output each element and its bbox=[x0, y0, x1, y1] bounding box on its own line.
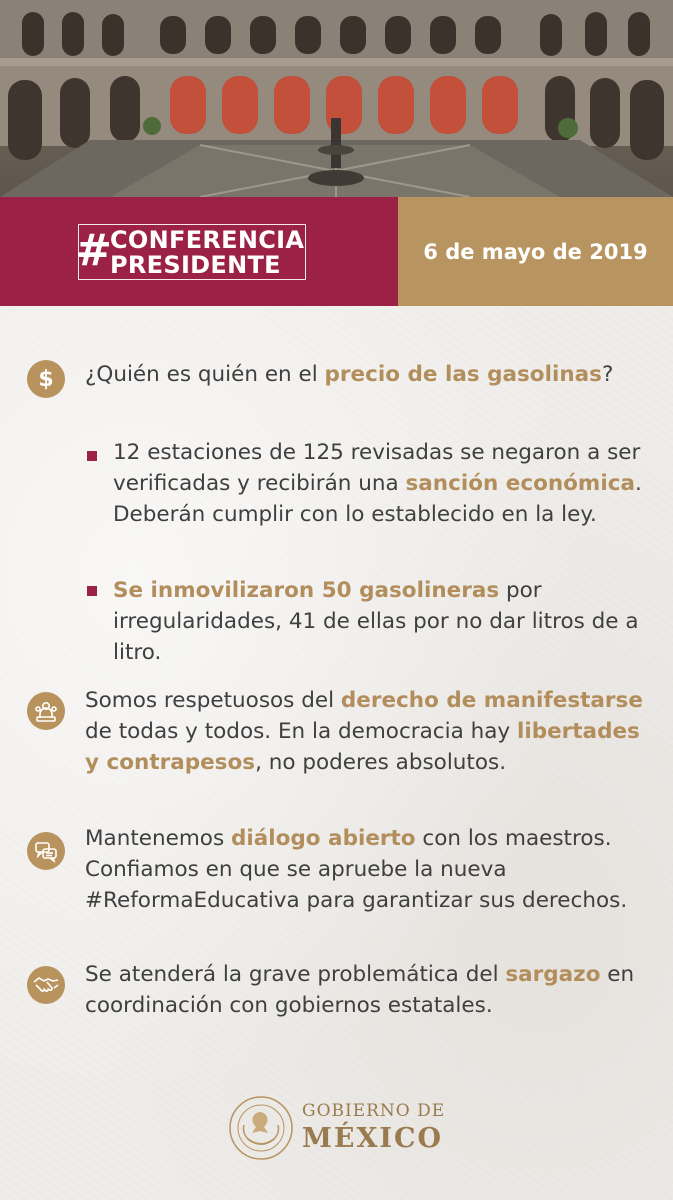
highlighted-text: sanción económica bbox=[405, 471, 635, 496]
body-text: con los maestros. Confiamos en que se apruebe la nueva #ReformaEducativa para garantizar sus derechos. bbox=[85, 826, 628, 913]
bullet-square bbox=[87, 451, 97, 461]
handshake-icon bbox=[27, 966, 65, 1004]
highlighted-text: diálogo abierto bbox=[231, 826, 416, 851]
body-text: 12 estaciones de 125 revisadas se negaron a ser verificadas y recibirán una bbox=[113, 440, 641, 496]
national-seal-icon bbox=[228, 1095, 294, 1161]
item-gasoline-sub-2 bbox=[113, 575, 658, 668]
conference-date bbox=[398, 197, 673, 306]
hashtag-line-2: PRESIDENTE bbox=[110, 251, 281, 279]
body-text: ? bbox=[601, 362, 614, 387]
hash-symbol: # bbox=[75, 225, 112, 276]
item-gasoline-title bbox=[85, 359, 660, 390]
protest-people-icon bbox=[27, 692, 65, 730]
body-text: ¿Quién es quién en el bbox=[85, 362, 325, 387]
highlighted-text: sargazo bbox=[505, 962, 601, 987]
gobierno-text: GOBIERNO DE bbox=[302, 1101, 446, 1121]
body-text: . Deberán cumplir con lo establecido en la ley. bbox=[113, 471, 642, 527]
body-text: de todas y todos. En la democracia hay bbox=[85, 719, 517, 744]
body-text: Somos respetuosos del bbox=[85, 688, 341, 713]
body-text: , no poderes absolutos. bbox=[255, 750, 507, 775]
body-text: Mantenemos bbox=[85, 826, 231, 851]
palace-courtyard-photo bbox=[0, 0, 673, 197]
body-text: Se atenderá la grave problemática del bbox=[85, 962, 506, 987]
body-text: en coordinación con gobiernos estatales. bbox=[85, 962, 635, 1018]
highlighted-text: Se inmovilizaron 50 gasolineras bbox=[113, 578, 500, 603]
gobierno-de-mexico-logo bbox=[228, 1093, 458, 1165]
dialogue-bubbles-icon bbox=[27, 832, 65, 870]
item-gasoline-sub-1 bbox=[113, 437, 658, 530]
item-sargassum bbox=[85, 959, 660, 1021]
hashtag-title bbox=[110, 228, 304, 278]
bullet-square bbox=[87, 586, 97, 596]
highlighted-text: libertades y contrapesos bbox=[85, 719, 640, 775]
dollar-icon: $ bbox=[27, 360, 65, 398]
item-teachers-dialogue bbox=[85, 823, 660, 916]
date-text: 6 de mayo de 2019 bbox=[423, 239, 648, 264]
item-protest-right bbox=[85, 685, 660, 778]
mexico-text: MÉXICO bbox=[302, 1123, 444, 1154]
hashtag-line-1: CONFERENCIA bbox=[110, 226, 305, 254]
body-text: por irregularidades, 41 de ellas por no dar litros de a litro. bbox=[113, 578, 639, 665]
highlighted-text: derecho de manifestarse bbox=[340, 688, 643, 713]
highlighted-text: precio de las gasolinas bbox=[324, 362, 602, 387]
